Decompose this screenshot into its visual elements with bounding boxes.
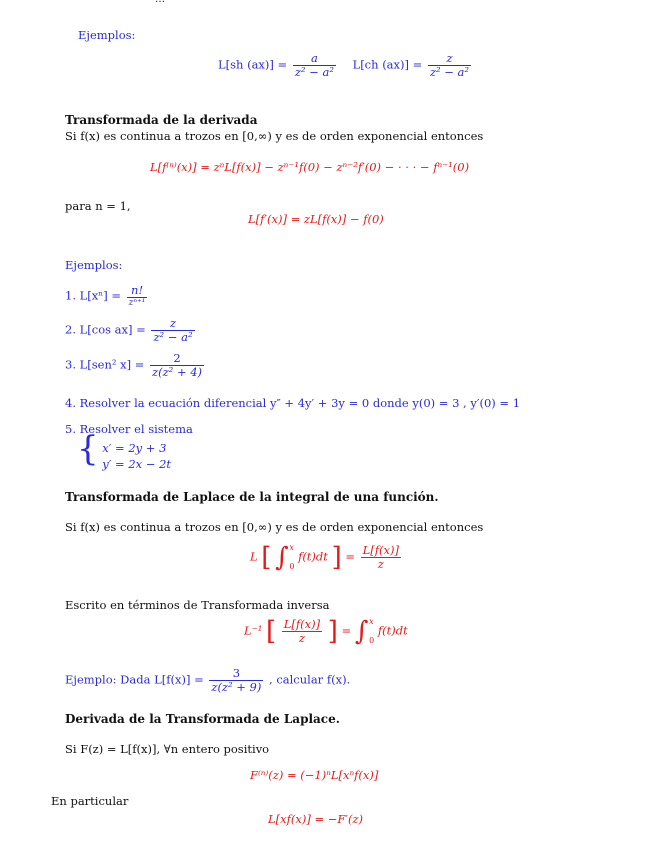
sh-ch-formulas <box>218 52 473 79</box>
integral-L: L <box>250 549 258 564</box>
ch-lhs: L[ch (ax)] = <box>352 57 423 72</box>
item-marker: 1. <box>65 288 76 303</box>
item-marker: 5. <box>65 422 76 436</box>
examples-label: Ejemplos: <box>65 258 123 272</box>
integral-intro: Si f(x) es continua a trozos en [0,∞) y es de orden exponencial entonces <box>65 520 484 534</box>
integral-integrand: f(t)dt <box>298 549 328 564</box>
integral-example <box>65 667 350 694</box>
item-fraction <box>150 352 204 379</box>
item-num: 2 <box>150 352 204 366</box>
left-bracket-icon: [ <box>261 542 272 573</box>
integral-upper: x <box>289 543 294 552</box>
transform-derivative-formula: F⁽ⁿ⁾(z) = (−1)ⁿL[xⁿf(x)] <box>250 768 379 782</box>
item-den: zⁿ⁺¹ <box>128 298 146 309</box>
item-num: z <box>151 317 194 331</box>
integral-fraction <box>361 544 401 571</box>
system-eq-1: x′ = 2y + 3 <box>102 441 167 456</box>
item-marker: 3. <box>65 357 76 372</box>
item-text: Resolver la ecuación diferencial y″ + 4y′ + 3y = 0 donde y(0) = 3 , y′(0) = 1 <box>79 396 521 410</box>
sh-fraction <box>293 52 336 79</box>
integral-sign-icon: ∫ <box>354 616 369 647</box>
example-item-4 <box>65 396 520 410</box>
derivative-heading: Transformada de la derivada <box>65 113 258 127</box>
derivative-case-formula: L[f′(x)] = zL[f(x)] − f(0) <box>248 212 384 226</box>
particular-label: En particular <box>51 794 129 808</box>
inverse-num: L[f(x)] <box>283 616 321 631</box>
example-item-3 <box>65 352 206 379</box>
ch-num: z <box>428 52 471 66</box>
inverse-formula: L⁻¹ [ $\frac{L[f(x)]}{z}$ ] = ∫ x 0 f(t)dt <box>244 616 408 647</box>
left-bracket-icon: [ <box>265 616 277 647</box>
particular-formula: L[xf(x)] = −F′(z) <box>268 812 364 826</box>
example-item-2 <box>65 317 197 344</box>
inverse-lower: 0 <box>369 636 375 646</box>
item-fraction <box>151 317 194 344</box>
integral-num: L[f(x)] <box>362 542 399 557</box>
sh-den: z² − a² <box>294 65 334 80</box>
system-lines <box>102 441 171 472</box>
top-fragment <box>155 0 165 5</box>
inverse-intro: Escrito en términos de Transformada inversa <box>65 598 330 612</box>
derivative-case-label: para n = 1, <box>65 199 131 213</box>
integral-den: z <box>377 556 384 571</box>
integral-example-suffix: , calcular f(x). <box>269 672 351 687</box>
integral-example-num: 3 <box>209 667 263 681</box>
system-eq-2: y′ = 2x − 2t <box>102 457 172 471</box>
inverse-integrand: f(t)dt <box>377 623 408 638</box>
item-lhs: L[cos ax] = <box>79 322 146 337</box>
integral-limits <box>289 543 294 572</box>
item-text: Resolver el sistema <box>79 422 193 436</box>
inverse-L: L⁻¹ <box>244 623 263 638</box>
derivative-intro: Si f(x) es continua a trozos en [0,∞) y es de orden exponencial entonces <box>65 129 484 143</box>
integral-example-den: z(z² + 9) <box>211 680 262 695</box>
examples-top-label: Ejemplos: <box>78 28 136 42</box>
item-num: n! <box>127 284 148 298</box>
transform-derivative-intro: Si F(z) = L[f(x)], ∀n entero positivo <box>65 742 270 756</box>
example-item-5 <box>65 422 193 473</box>
item-fraction <box>127 284 148 309</box>
inverse-den: z <box>298 630 305 645</box>
integral-example-prefix: Ejemplo: Dada L[f(x)] = <box>65 672 204 687</box>
integral-formula: L [ ∫ x 0 f(t)dt ] = $\frac{L[f(x)]}{z}$ <box>250 542 399 573</box>
inverse-fraction <box>282 618 322 645</box>
integral-heading: Transformada de Laplace de la integral de una función. <box>65 490 439 504</box>
right-bracket-icon: ] <box>331 542 342 573</box>
item-marker: 4. <box>65 396 76 410</box>
left-brace-icon: { <box>77 429 99 469</box>
item-lhs: L[xⁿ] = <box>79 288 122 303</box>
ch-den: z² − a² <box>429 65 470 80</box>
integral-example-fraction <box>209 667 263 694</box>
item-lhs: L[sen² x] = <box>79 357 145 372</box>
integral-lower: 0 <box>289 562 295 572</box>
sh-lhs: L[sh (ax)] = <box>218 57 288 72</box>
derivative-formula: L[f⁽ⁿ⁾(x)] = zⁿL[f(x)] − zⁿ⁻¹f(0) − zⁿ⁻²f′(0) − · · · − fⁿ⁻¹(0) <box>150 160 470 174</box>
ch-fraction <box>428 52 471 79</box>
item-den: z² − a² <box>153 330 193 345</box>
inverse-limits <box>369 617 374 646</box>
example-item-1 <box>65 284 149 309</box>
item-den: z(z² + 4) <box>152 365 203 380</box>
inverse-upper: x <box>369 617 374 626</box>
transform-derivative-heading: Derivada de la Transformada de Laplace. <box>65 712 340 726</box>
right-bracket-icon: ] <box>327 616 338 647</box>
sh-num: a <box>293 52 336 66</box>
item-marker: 2. <box>65 322 76 337</box>
integral-sign-icon: ∫ <box>275 542 289 573</box>
